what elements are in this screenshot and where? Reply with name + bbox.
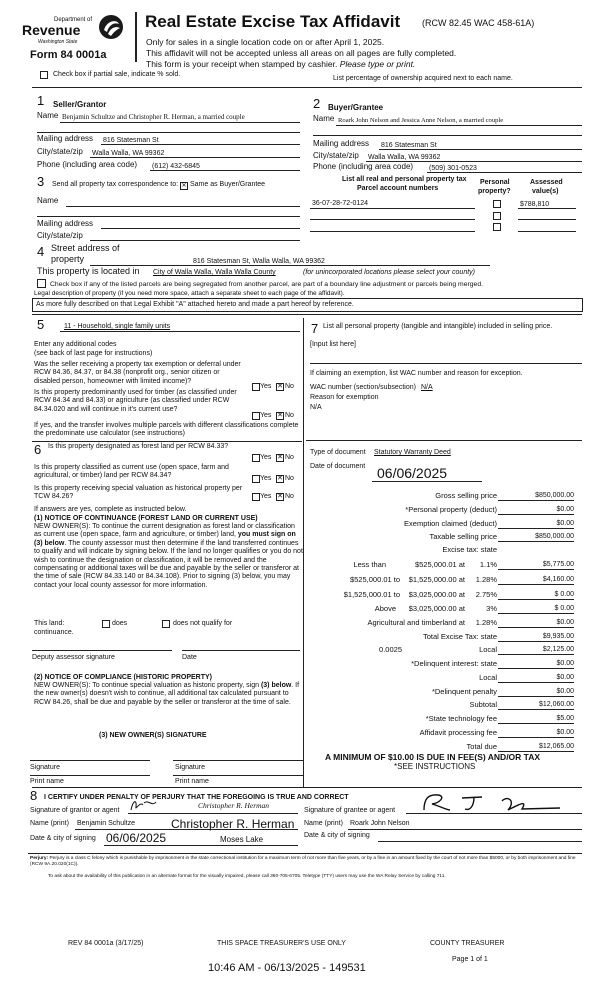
buyer-name-field[interactable]: Roark John Nelson and Jessica Anne Nelson, a married couple [338,117,504,124]
notice1-text: NEW OWNER(S): To continue the current designation as forest land or classification as current use (open space, farm and agriculture, or timber) land, you must sign on (3) below. The county assessor must then determine if the land transferred continues to qualify and will indicate by signing below. If the land no longer qualifies or you do not wish to continue the designation or classification, it will be removed and the compensating or additional taxes will be due and payable by the seller or transferor at the time of sale (RCW 84.33.140 or 84.34.108). Prior to signing (3) below, you may contact your local county assessor for more information. [34,523,303,589]
s6q2-yes-label: Yes [260,475,272,482]
revenue-swirl-icon [98,14,124,40]
section5-q2: Is this property predominantly used for timber (as classified under RCW 84.34 and 84.33) or agriculture (as classified under RCW 84.34.020 and will continue in it's current use? [34,389,237,413]
buyer-phone-label: Phone (including area code) [313,162,414,171]
tier4-label: Above [374,604,396,613]
personal-property-field[interactable]: [Input list here] [310,341,356,348]
total-due-label: Total due [466,742,497,751]
buyer-mailing-field[interactable]: 816 Statesman St [381,142,437,149]
tier4-value[interactable]: $ 0.00 [554,605,574,612]
exemption-note: If claiming an exemption, list WAC number and reason for exception. [310,370,523,377]
delinquent-local-value[interactable]: $0.00 [556,674,574,681]
grantee-name-label: Name (print) [304,820,343,827]
q2-no-label: No [285,412,294,419]
treasurer-space-label: THIS SPACE TREASURER'S USE ONLY [217,940,346,947]
tier3-value[interactable]: $ 0.00 [554,591,574,598]
notice2-text: NEW OWNER(S): To continue special valuation as historic property, sign (3) below. If the new owner(s) doesn't wish to continue, all additional tax calculated pursuant to RCW 84.26, shall be due and payable by the seller or transferor at the time of sale. [34,682,300,706]
certify-statement: I CERTIFY UNDER PENALTY OF PERJURY THAT THE FOREGOING IS TRUE AND CORRECT [44,794,349,801]
local-rate: 0.0025 [379,645,402,654]
reason-field[interactable]: N/A [310,404,322,411]
document-type-field[interactable]: Statutory Warranty Deed [374,449,451,456]
grantor-name-field-2[interactable]: Christopher R. Herman [171,817,295,831]
parcels-heading-1: List all real and personal property tax [342,176,467,183]
new-owner-signature-title: (3) NEW OWNER(S) SIGNATURE [99,732,207,739]
form-title: Real Estate Excise Tax Affidavit [145,12,401,31]
grantor-date-field[interactable]: 06/06/2025 [106,831,167,845]
section6-q3: Is this property receiving special valuation as historical property per TCW 84.26? [34,485,243,501]
section3-city-label: City/state/zip [37,231,83,240]
penalty-value[interactable]: $0.00 [556,688,574,695]
located-label: This property is located in [37,266,140,276]
section4-number: 4 [37,244,45,259]
revenue-logo [20,12,130,46]
partial-sale-checkbox[interactable] [40,71,48,79]
local-label: Local [479,645,497,654]
delinquent-state-label: *Delinquent interest: state [411,659,497,668]
seller-city-label: City/state/zip [37,147,83,156]
s6q1-yes-label: Yes [260,454,272,461]
q2-no-checkbox[interactable]: ✕ [277,412,283,419]
s6q3-no-checkbox[interactable]: ✕ [277,493,283,500]
tier2-to: $1,525,000.00 at [408,575,465,584]
grantor-name-label: Name (print) [30,820,69,827]
tier3-rate: 2.75% [475,590,497,599]
grantor-city-field[interactable]: Moses Lake [220,835,264,844]
land-does-label: does [112,620,128,627]
parcels-heading-3: Assessed [530,179,563,186]
grantee-name-field[interactable]: Roark John Nelson [350,820,410,827]
perjury-statement: Perjury: Perjury is a class C felony which is punishable by imprisonment in the state correctional institution for a maximum term of not more than five years, or by a fine in an amount fixed by the court of not more than $5000, or by both imprisonment and fine (RCW 9A.20.020(1C)). [30,856,576,867]
taxable-value[interactable]: $850,000.00 [535,533,574,540]
county-treasurer-label: COUNTY TREASURER [430,940,505,947]
section3-mailing-label: Mailing address [37,219,94,228]
affidavit-fee-label: Affidavit processing fee [419,728,497,737]
section5-code-field[interactable]: 11 - Household, single family units [64,323,171,330]
s6q1-no-label: No [285,454,294,461]
section5-see-back: (see back of last page for instructions) [34,350,153,357]
s6q3-yes-checkbox[interactable] [252,493,260,501]
street-label: Street address of [51,243,120,253]
segregated-checkbox[interactable] [37,279,46,288]
seller-name-field[interactable]: Benjamin Schultze and Christopher R. Herman, a married couple [62,113,245,121]
land-does-not-checkbox[interactable] [162,620,170,628]
seller-phone-label: Phone (including area code) [37,160,138,169]
form-citation: (RCW 82.45 WAC 458-61A) [422,18,535,28]
legal-label: Legal description of property (if you need more space, attach a separate sheet to each page of the affidavit). [34,290,345,297]
taxable-label: Taxable selling price [429,532,497,541]
q2-yes-label: Yes [260,412,272,419]
owner-print-name-label-1: Print name [30,778,64,785]
notice1-title: (1) NOTICE OF CONTINUANCE (FOREST LAND OR CURRENT USE) [34,515,258,522]
parcel-value-field[interactable]: $788,810 [520,201,550,208]
s6q3-no-label: No [285,493,294,500]
notice2-title: (2) NOTICE OF COMPLIANCE (HISTORIC PROPERTY) [34,674,212,681]
penalty-label: *Delinquent penalty [431,687,497,696]
buyer-section-number: 2 [313,96,321,111]
buyer-city-label: City/state/zip [313,151,359,160]
buyer-heading: Buyer/Grantee [328,103,384,112]
buyer-mailing-label: Mailing address [313,139,370,148]
tier1-rate: 1.1% [479,560,497,569]
delinquent-local-label: Local [479,673,497,682]
header-line1: Only for sales in a single location code on or after April 1, 2025. [146,37,385,47]
this-land-label: This land: [34,620,65,627]
personal-deduct-value[interactable]: $0.00 [556,506,574,513]
reason-label: Reason for exemption [310,394,379,401]
located-field[interactable]: City of Walla Walla, Walla Walla County [153,269,276,276]
gross-value[interactable]: $850,000.00 [535,492,574,499]
accessibility-statement: To ask about the availability of this publication in an alternate format for the visually impaired, please call 360-705-6705. Teletype (TTY) users may use the WA Relay Service by calling 711. [48,874,446,879]
parcels-heading-3b: value(s) [532,188,559,195]
tier1-label: Less than [353,560,386,569]
header-line3: This form is your receipt when stamped by cashier. Please type or print. [146,59,416,69]
grantor-date-city-label: Date & city of signing [30,835,96,842]
seller-name-label: Name [37,111,59,120]
s6q1-yes-checkbox[interactable] [252,454,260,462]
grantee-signature-scribble-icon[interactable] [410,791,580,815]
q2-yes-checkbox[interactable] [252,412,260,420]
section3-name-label: Name [37,196,59,205]
affidavit-fee-value[interactable]: $0.00 [556,729,574,736]
q1-yes-label: Yes [260,383,272,390]
grantor-signature[interactable] [128,797,288,813]
tech-fee-label: *State technology fee [425,714,497,723]
agricultural-value[interactable]: $0.00 [556,619,574,626]
document-date-label: Date of document [310,463,366,470]
seller-mailing-label: Mailing address [37,134,94,143]
seller-city-field[interactable]: Walla Walla, WA 99362 [92,150,165,157]
if-answers-yes: If answers are yes, complete as instructed below. [34,506,187,513]
buyer-city-field[interactable]: Walla Walla, WA 99362 [368,154,441,161]
tier3-to: $3,025,000.00 at [408,590,465,599]
dept-line1: Department of [54,17,93,23]
dept-state: Washington State [38,39,78,45]
tier3-from: $1,525,000.01 to [343,590,400,599]
section3-number: 3 [37,174,45,189]
grantor-signature-label: Signature of grantor or agent [30,807,120,814]
wac-field[interactable]: N/A [421,384,433,391]
parcels-heading-1b: Parcel account numbers [357,185,439,192]
dept-revenue: Revenue [22,22,81,38]
owner-print-name-label-2: Print name [175,778,209,785]
minimum-due-note: A MINIMUM OF $10.00 IS DUE IN FEE(S) AND/OR TAX [325,752,541,762]
parcel-personal-checkbox-1[interactable] [493,200,501,208]
document-date-field[interactable]: 06/06/2025 [377,465,448,481]
parcel-personal-checkbox-3[interactable] [493,223,501,231]
s6q2-no-checkbox[interactable]: ✕ [277,475,283,482]
seller-heading: Seller/Grantor [53,100,107,109]
tech-fee-value[interactable]: $5.00 [556,715,574,722]
header-line2: This affidavit will not be accepted unless all areas on all pages are fully completed. [146,48,457,58]
section5-number: 5 [37,317,45,332]
section8-number: 8 [30,788,38,803]
tier2-from: $525,000.01 to [349,575,400,584]
wac-label: WAC number (section/subsection) [310,384,416,391]
section5-enter-codes: Enter any additional codes [34,341,117,348]
grantor-signature-text: Christopher R. Herman [198,801,270,810]
q1-no-checkbox[interactable]: ✕ [277,383,283,390]
section7-text: List all personal property (tangible and intangible) included in selling price. [323,323,553,330]
ownership-note: List percentage of ownership acquired next to each name. [333,75,513,82]
exemption-deduct-label: Exemption claimed (deduct) [404,519,497,528]
parcel-number-field[interactable]: 36-07-28-72-0124 [312,200,369,207]
q1-yes-checkbox[interactable] [252,383,260,391]
section7-number: 7 [311,321,319,336]
tier2-value[interactable]: $4,160.00 [542,576,574,583]
recording-stamp: 10:46 AM - 06/13/2025 - 149531 [208,962,366,974]
exemption-deduct-value[interactable]: $0.00 [556,520,574,527]
street-field[interactable]: 816 Statesman St, Walla Walla, WA 99362 [193,258,325,265]
land-does-not-label: does not qualify for [173,620,233,627]
subtotal-value[interactable]: $12,060.00 [538,701,574,708]
subtotal-label: Subtotal [469,700,497,709]
s6q2-yes-checkbox[interactable] [252,475,260,483]
seller-phone-field[interactable]: (612) 432-6845 [152,163,200,170]
form-number: Form 84 0001a [30,49,107,61]
street-label-2: property [51,254,85,264]
see-instructions-note: *SEE INSTRUCTIONS [394,762,476,771]
s6q1-no-checkbox[interactable]: ✕ [277,454,283,461]
grantee-date-city-label: Date & city of signing [304,832,370,839]
legal-description-field[interactable]: As more fully described on that Legal Exhibit "A" attached hereto and made a part hereof by reference. [36,301,354,308]
tier4-amount: $3,025,000.00 at [408,604,465,613]
located-note: (for unincorporated locations please select your county) [303,269,475,276]
page-number: Page 1 of 1 [452,956,488,963]
tier4-rate: 3% [486,604,497,613]
section6-q2: Is this property classified as current use (open space, farm and agricultural, or timber) land per RCW 84.34? [34,464,229,480]
tier2-rate: 1.28% [475,575,497,584]
tier1-value[interactable]: $5,775.00 [542,561,574,568]
same-as-buyer-checkbox[interactable]: ✕ [181,183,187,189]
deputy-signature-label: Deputy assessor signature [32,654,115,661]
parcels-heading-2b: property? [478,188,511,195]
segregated-label: Check box if any of the listed parcels are being segregated from another parcel, are part of a boundary line adjustment or parcels being merged. [50,281,483,288]
fee-table [300,490,582,760]
gross-label: Gross selling price [435,491,497,500]
document-type-label: Type of document [310,449,366,456]
agricultural-label: Agricultural and timberland at [367,618,465,627]
section5-q1: Was the seller receiving a property tax exemption or deferral under RCW 84.36, 84.37, or 84.38 (nonprofit org., senior citizen or disabled person, homeowner with limited income)? [34,361,241,385]
total-state-value[interactable]: $9,935.00 [542,633,574,640]
total-state-label: Total Excise Tax: state [422,632,497,641]
owner-signature-label-1: Signature [30,764,60,771]
section6-number: 6 [34,442,42,457]
excise-state-label: Excise tax: state [442,545,497,554]
owner-signature-label-2: Signature [175,764,205,771]
delinquent-state-value[interactable]: $0.00 [556,660,574,667]
section5-q3: If yes, and the transfer involves multiple parcels with different classifications complete the predominate use calculator (see instructions) [34,422,299,438]
buyer-name-label: Name [313,114,335,123]
parcels-heading-2: Personal [480,179,510,186]
buyer-phone-field[interactable]: (509) 301-0523 [429,165,477,172]
s6q3-yes-label: Yes [260,493,272,500]
partial-sale-label: Check box if partial sale, indicate % sold. [53,71,181,78]
s6q2-no-label: No [285,475,294,482]
total-due-value[interactable]: $12,065.00 [538,743,574,750]
seller-section-number: 1 [37,93,45,108]
revision-label: REV 84 0001a (3/17/25) [68,940,144,947]
parcel-personal-checkbox-2[interactable] [493,212,501,220]
continuance-label: continuance. [34,629,74,636]
deputy-date-label: Date [182,654,197,661]
local-value[interactable]: $2,125.00 [542,646,574,653]
tier1-amount: $525,000.01 at [414,560,465,569]
grantee-signature-label: Signature of grantee or agent [304,807,396,814]
section6-q1: Is this property designated as forest land per RCW 84.33? [48,443,229,450]
grantor-signature-scribble-icon [128,797,158,813]
land-does-checkbox[interactable] [102,620,110,628]
agricultural-rate: 1.28% [475,618,497,627]
seller-mailing-field[interactable]: 816 Statesman St [103,137,159,144]
q1-no-label: No [285,383,294,390]
personal-deduct-label: *Personal property (deduct) [405,505,497,514]
grantor-name-field[interactable]: Benjamin Schultze [77,820,135,827]
section3-text: Send all property tax correspondence to: ✕ Same as Buyer/Grantee [52,181,266,189]
